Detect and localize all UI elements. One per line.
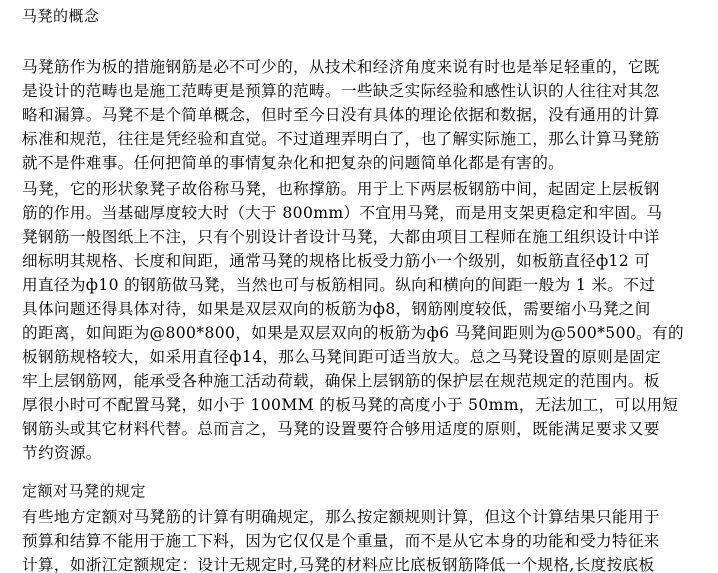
text-line: 钢筋头或其它材料代替。总而言之，马凳的设置要符合够用适度的原则，既能满足要求又要 [22, 420, 660, 438]
text-line: 计算，如浙江定额规定：设计无规定时,马凳的材料应比底板钢筋降低一个规格,长度按底板 [22, 556, 655, 573]
text-line: 厚很小时可不配置马凳，如小于 100MM 的板马凳的高度小于 50mm，无法加工，可以用短 [22, 396, 679, 414]
paragraph-quota [22, 505, 718, 573]
text-line: 细标明其规格、长度和间距，通常马凳的规格比板受力筋小一个级别，如板筋直径ф12 可 [22, 252, 651, 270]
text-line: 是设计的范畴也是施工范畴更是预算的范畴。一些缺乏实际经验和感性认识的人往往对其忽 [22, 82, 660, 100]
text-line: 筋的作用。当基础厚度较大时（大于 800mm）不宜用马凳，而是用支架更稳定和牢固。马 [22, 204, 663, 222]
text-line: 的距离，如间距为@800*800，如果是双层双向的板筋为ф6 马凳间距则为@500*500。有的 [22, 324, 684, 342]
paragraph-description [22, 177, 718, 465]
text-line: 有些地方定额对马凳筋的计算有明确规定，那么按定额规则计算，但这个计算结果只能用于 [22, 508, 660, 526]
text-line: 略和漏算。马凳不是个简单概念，但时至今日没有具体的理论依据和数据，没有通用的计算 [22, 106, 660, 124]
text-line: 预算和结算不能用于施工下料，因为它仅仅是个重量，而不是从它本身的功能和受力特征来 [22, 532, 660, 550]
text-line: 就不是件难事。任何把简单的事情复杂化和把复杂的问题简单化都是有害的。 [22, 154, 565, 172]
section-heading-concept: 马凳的概念 [22, 7, 100, 25]
text-line: 标准和规范，往往是凭经验和直觉。不过道理弄明白了，也了解实际施工，那么计算马凳筋 [22, 130, 660, 148]
text-line: 板钢筋规格较大，如采用直径ф14，那么马凳间距可适当放大。总之马凳设置的原则是固定 [22, 348, 661, 366]
text-line: 凳钢筋一般图纸上不注，只有个别设计者设计马凳，大都由项目工程师在施工组织设计中详 [22, 228, 660, 246]
text-line: 具体问题还得具体对待，如果是双层双向的板筋为ф8，钢筋刚度较低，需要缩小马凳之间 [22, 300, 651, 318]
text-line: 马凳筋作为板的措施钢筋是必不可少的，从技术和经济角度来说有时也是举足轻重的，它既 [22, 58, 660, 76]
section-heading-quota: 定额对马凳的规定 [22, 482, 147, 500]
text-line: 节约资源。 [22, 444, 102, 462]
text-line: 马凳，它的形状象凳子故俗称马凳，也称撑筋。用于上下两层板钢筋中间，起固定上层板钢 [22, 180, 660, 198]
text-line: 牢上层钢筋网，能承受各种施工活动荷载，确保上层钢筋的保护层在规范规定的范围内。板 [22, 372, 660, 390]
text-line: 用直径为ф10 的钢筋做马凳，当然也可与板筋相同。纵向和横向的间距一般为 1 米。不过 [22, 276, 656, 294]
paragraph-intro [22, 55, 718, 175]
